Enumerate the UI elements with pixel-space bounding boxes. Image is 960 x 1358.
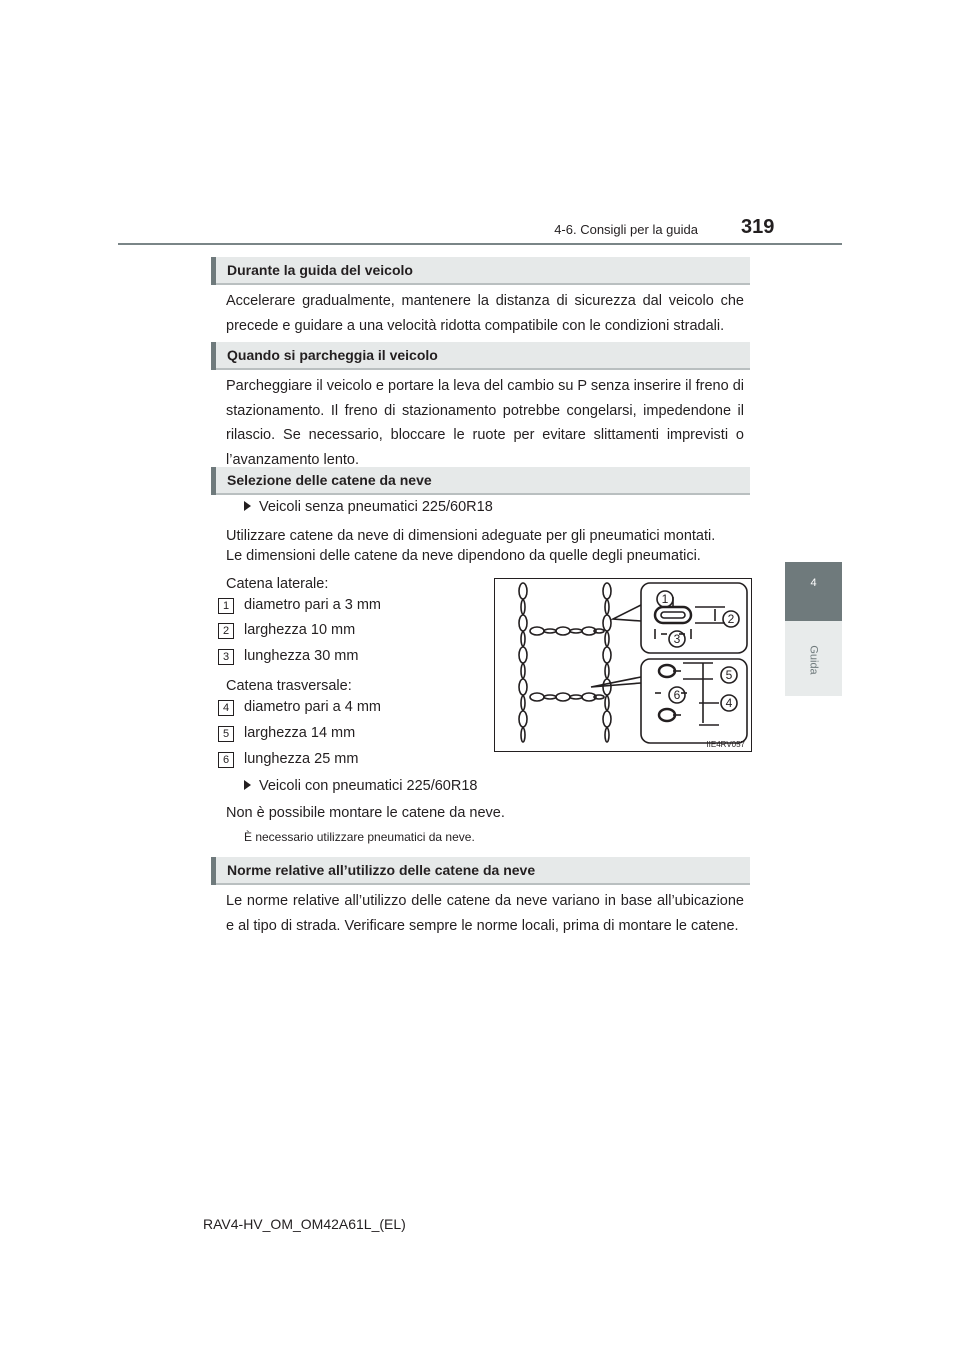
section-heading-chains: Selezione delle catene da neve bbox=[211, 467, 750, 495]
chains-not-possible: Non è possibile montare le catene da neve. bbox=[226, 805, 505, 821]
snow-chain-diagram bbox=[494, 578, 752, 752]
callout-number-3: 3 bbox=[218, 649, 234, 665]
page-number: 319 bbox=[741, 216, 775, 238]
chapter-tab bbox=[785, 562, 842, 621]
lower-cross-chain bbox=[530, 693, 604, 701]
section-heading-parking: Quando si parcheggia il veicolo bbox=[211, 342, 750, 370]
triangle-bullet-icon bbox=[244, 780, 251, 790]
bullet-with-tires: Veicoli con pneumatici 225/60R18 bbox=[244, 778, 477, 794]
figure-code: IIE4RV057 bbox=[706, 740, 745, 749]
chapter-tab-label: Guida bbox=[807, 645, 820, 675]
callout-number-1: 1 bbox=[218, 598, 234, 614]
figure-callout-4: 4 bbox=[725, 696, 733, 710]
model-code: RAV4-HV_OM_OM42A61L_(EL) bbox=[203, 1216, 406, 1232]
upper-cross-chain bbox=[530, 627, 604, 635]
callout-number-5: 5 bbox=[218, 726, 234, 742]
chapter-title: 4-6. Consigli per la guida bbox=[554, 222, 698, 237]
chapter-tab-number: 4 bbox=[810, 577, 817, 589]
bullet-without-tires: Veicoli senza pneumatici 225/60R18 bbox=[244, 499, 493, 515]
driving-paragraph: Accelerare gradualmente, mantenere la distanza di sicurezza dal veicolo che precede e guidare a una velocità ridotta compatibile con le condizioni stradali. bbox=[226, 293, 744, 334]
section-heading-regulations: Norme relative all’utilizzo delle catene da neve bbox=[211, 857, 750, 885]
side-chain-label: Catena laterale: bbox=[226, 576, 329, 592]
figure-callout-2: 2 bbox=[727, 612, 735, 626]
figure-callout-5: 5 bbox=[725, 668, 733, 682]
chains-para-line-1: Utilizzare catene da neve di dimensioni adeguate per gli pneumatici montati. bbox=[226, 528, 716, 544]
callout-number-6: 6 bbox=[218, 752, 234, 768]
figure-callout-6: 6 bbox=[673, 688, 681, 702]
left-vertical-chain bbox=[519, 583, 527, 742]
callout-number-2: 2 bbox=[218, 623, 234, 639]
callout-number-4: 4 bbox=[218, 700, 234, 716]
right-vertical-chain bbox=[603, 583, 611, 742]
section-heading-driving: Durante la guida del veicolo bbox=[211, 257, 750, 285]
cross-chain-item-6: lunghezza 25 mm bbox=[244, 751, 359, 767]
cross-chain-item-5: larghezza 14 mm bbox=[244, 725, 356, 741]
cross-chain-label: Catena trasversale: bbox=[226, 678, 352, 694]
figure-callout-3: 3 bbox=[673, 632, 681, 646]
side-chain-item-1: diametro pari a 3 mm bbox=[244, 597, 381, 613]
triangle-bullet-icon bbox=[244, 501, 251, 511]
cross-chain-item-4: diametro pari a 4 mm bbox=[244, 699, 381, 715]
parking-paragraph: Parcheggiare il veicolo e portare la leva del cambio su P senza inserire il freno di stazionamento. Il freno di stazionamento potrebbe congelarsi, impedendone il rilascio. Se necessario, bloccare le ruote per evitare slittamenti imprevisti o l’avanzamento lento. bbox=[226, 378, 744, 468]
header-rule bbox=[118, 243, 842, 245]
side-chain-item-3: lunghezza 30 mm bbox=[244, 648, 359, 664]
side-chain-item-2: larghezza 10 mm bbox=[244, 622, 356, 638]
regulations-paragraph: Le norme relative all’utilizzo delle catene da neve variano in base all’ubicazione e al tipo di strada. Verificare sempre le norme locali, prima di montare le catene. bbox=[226, 893, 744, 934]
figure-callout-1: 1 bbox=[661, 592, 669, 606]
snow-tire-note: È necessario utilizzare pneumatici da neve. bbox=[244, 830, 475, 844]
chains-para-line-2: Le dimensioni delle catene da neve dipendono da quelle degli pneumatici. bbox=[226, 548, 701, 564]
